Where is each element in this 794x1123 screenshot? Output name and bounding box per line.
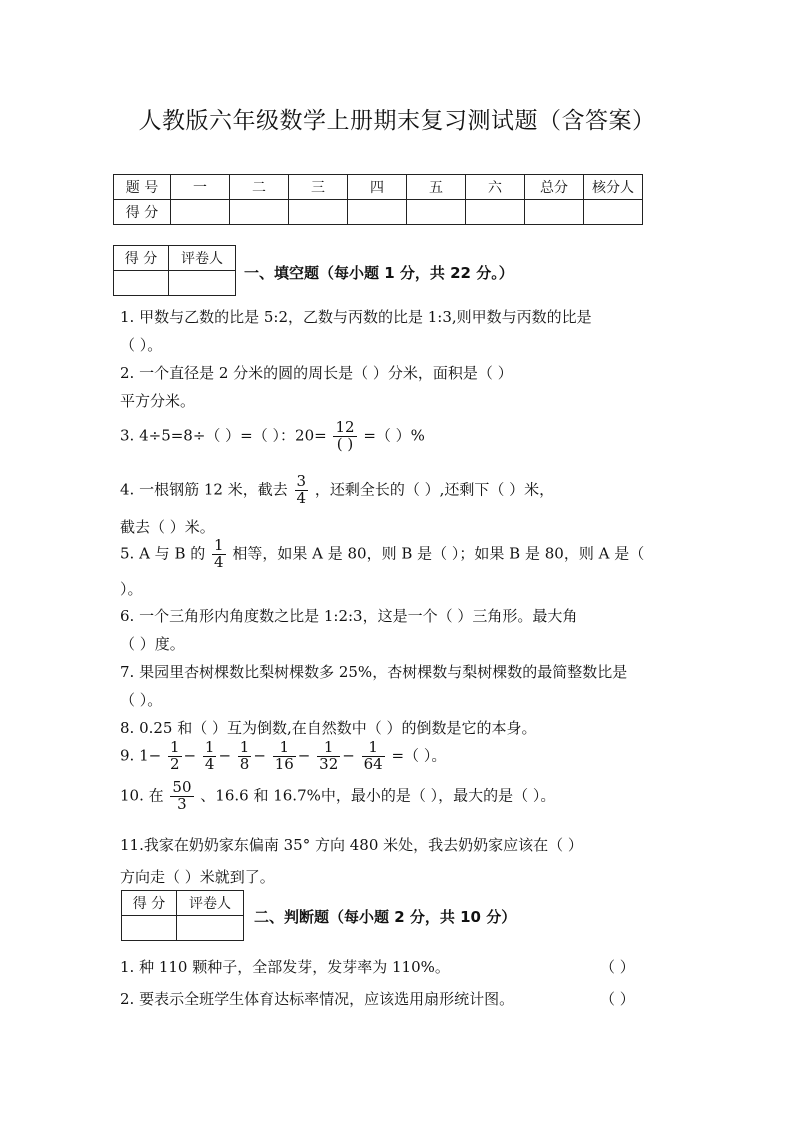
fraction	[362, 740, 385, 773]
fraction-denominator: 64	[363, 754, 383, 773]
fraction-denominator: 3	[170, 796, 193, 813]
fraction-denominator: 4	[296, 488, 307, 507]
score-table-cell: 三	[289, 175, 348, 200]
fraction-numerator: 12	[335, 418, 355, 436]
judge-question-2-answer: （ ）	[600, 990, 635, 1008]
question-8: 8. 0.25 和（ ）互为倒数,在自然数中（ ）的倒数是它的本身。	[120, 719, 537, 737]
question-5-text-a: 5. A 与 B 的	[120, 544, 206, 563]
score-cell-empty	[348, 200, 407, 225]
question-3-text-b: =（ ）%	[363, 426, 425, 445]
grader-box-empty	[169, 271, 236, 296]
fraction-numerator: 50	[172, 778, 192, 796]
question-4-text-b: ，还剩全长的（ ）,还剩下（ ）米，	[314, 480, 555, 499]
fraction-numerator: 1	[214, 536, 224, 554]
question-10-text-b: 、16.6 和 16.7%中，最小的是（ ），最大的是（ ）。	[200, 786, 556, 805]
minus-sign: −	[218, 746, 232, 765]
grader-box-empty	[122, 916, 177, 941]
judge-question-2: 2. 要表示全班学生体育达标率情况，应该选用扇形统计图。	[120, 990, 515, 1008]
judge-question-1-answer: （ ）	[600, 958, 635, 976]
fraction	[273, 740, 296, 773]
question-5-line1	[120, 538, 644, 571]
score-table-cell: 总分	[525, 175, 584, 200]
grader-box-section1	[113, 245, 236, 296]
fraction	[238, 740, 252, 773]
page-title: 人教版六年级数学上册期末复习测试题（含答案）	[138, 108, 656, 134]
section1-heading: 一、填空题（每小题 1 分，共 22 分。）	[244, 264, 514, 282]
score-table-cell: 二	[230, 175, 289, 200]
question-9-text-a: 9. 1−	[120, 746, 162, 765]
score-cell-empty	[171, 200, 230, 225]
minus-sign: −	[342, 746, 355, 765]
fraction	[212, 538, 226, 571]
fraction-numerator: 3	[296, 472, 307, 490]
score-table-cell: 题 号	[114, 175, 171, 200]
fraction	[317, 740, 340, 773]
score-cell-empty	[407, 200, 466, 225]
grader-box-section2	[121, 890, 244, 941]
minus-sign: −	[253, 746, 266, 765]
fraction-numerator: 1	[239, 738, 250, 756]
question-2-line1: 2. 一个直径是 2 分米的圆的周长是（ ）分米，面积是（ ）	[120, 364, 513, 382]
fraction	[203, 740, 217, 773]
grader-box-empty	[177, 916, 244, 941]
question-3-text-a: 3. 4÷5=8÷（ ）=（ ）：20=	[120, 426, 327, 445]
fraction-numerator: 1	[204, 738, 215, 756]
question-1-line1: 1. 甲数与乙数的比是 5:2，乙数与丙数的比是 1:3,则甲数与丙数的比是	[120, 308, 592, 326]
question-4-line2: 截去（ ）米。	[120, 518, 215, 536]
question-10-text-a: 10. 在	[120, 786, 164, 805]
score-table-cell: 五	[407, 175, 466, 200]
fraction-denominator: 8	[239, 754, 250, 773]
question-4-line1	[120, 474, 554, 507]
fraction	[333, 420, 356, 453]
fraction-numerator: 1	[368, 738, 378, 756]
judge-question-1: 1. 种 110 颗种子，全部发芽，发芽率为 110%。	[120, 958, 450, 976]
question-6-line2: （ ）度。	[120, 635, 185, 653]
fraction-denominator: 2	[169, 754, 180, 773]
question-9-text-b: =（ ）。	[391, 746, 447, 765]
question-1-line2: （ ）。	[120, 336, 163, 354]
score-table-cell: 六	[466, 175, 525, 200]
score-cell-empty	[289, 200, 348, 225]
question-7-line1: 7. 果园里杏树棵数比梨树棵数多 25%，杏树棵数与梨树棵数的最简整数比是	[120, 663, 628, 681]
question-4-text-a: 4. 一根钢筋 12 米，截去	[120, 480, 288, 499]
fraction	[168, 740, 182, 773]
fraction	[170, 780, 193, 813]
score-cell-empty	[466, 200, 525, 225]
fraction-denominator: 4	[204, 754, 215, 773]
score-cell-empty	[525, 200, 584, 225]
fraction-denominator: ( )	[333, 436, 356, 453]
fraction-denominator: 16	[274, 754, 294, 773]
question-2-line2: 平方分米。	[120, 392, 196, 410]
minus-sign: −	[297, 746, 311, 765]
grader-box-label: 评卷人	[177, 891, 244, 916]
score-table-cell: 核分人	[584, 175, 643, 200]
score-table-cell: 一	[171, 175, 230, 200]
question-11-line1: 11.我家在奶奶家东偏南 35° 方向 480 米处，我去奶奶家应该在（ ）	[120, 836, 583, 854]
fraction-numerator: 1	[169, 738, 180, 756]
question-3	[120, 420, 425, 453]
score-table	[113, 174, 643, 225]
section2-heading: 二、判断题（每小题 2 分，共 10 分）	[254, 908, 517, 926]
score-table-cell: 四	[348, 175, 407, 200]
grader-box-empty	[114, 271, 169, 296]
question-11-line2: 方向走（ ）米就到了。	[120, 868, 275, 886]
fraction-denominator: 32	[319, 754, 339, 773]
score-table-score-row	[114, 200, 643, 225]
grader-box-label: 评卷人	[169, 246, 236, 271]
score-table-cell: 得 分	[114, 200, 171, 225]
fraction-denominator: 4	[214, 552, 224, 571]
score-cell-empty	[584, 200, 643, 225]
fraction-numerator: 1	[279, 738, 290, 756]
score-table-header-row	[114, 175, 643, 200]
score-cell-empty	[230, 200, 289, 225]
question-5-text-b: 相等，如果 A 是 80，则 B 是（ ）；如果 B 是 80，则 A 是（	[232, 544, 645, 563]
minus-sign: −	[183, 746, 197, 765]
question-10	[120, 780, 555, 813]
question-7-line2: （ ）。	[120, 691, 163, 709]
question-9	[120, 740, 446, 773]
fraction	[295, 474, 309, 507]
grader-box-label: 得 分	[122, 891, 177, 916]
fraction-numerator: 1	[323, 738, 334, 756]
question-6-line1: 6. 一个三角形内角度数之比是 1:2:3，这是一个（ ）三角形。最大角	[120, 607, 578, 625]
grader-box-label: 得 分	[114, 246, 169, 271]
question-5-line2: ）。	[120, 580, 143, 598]
